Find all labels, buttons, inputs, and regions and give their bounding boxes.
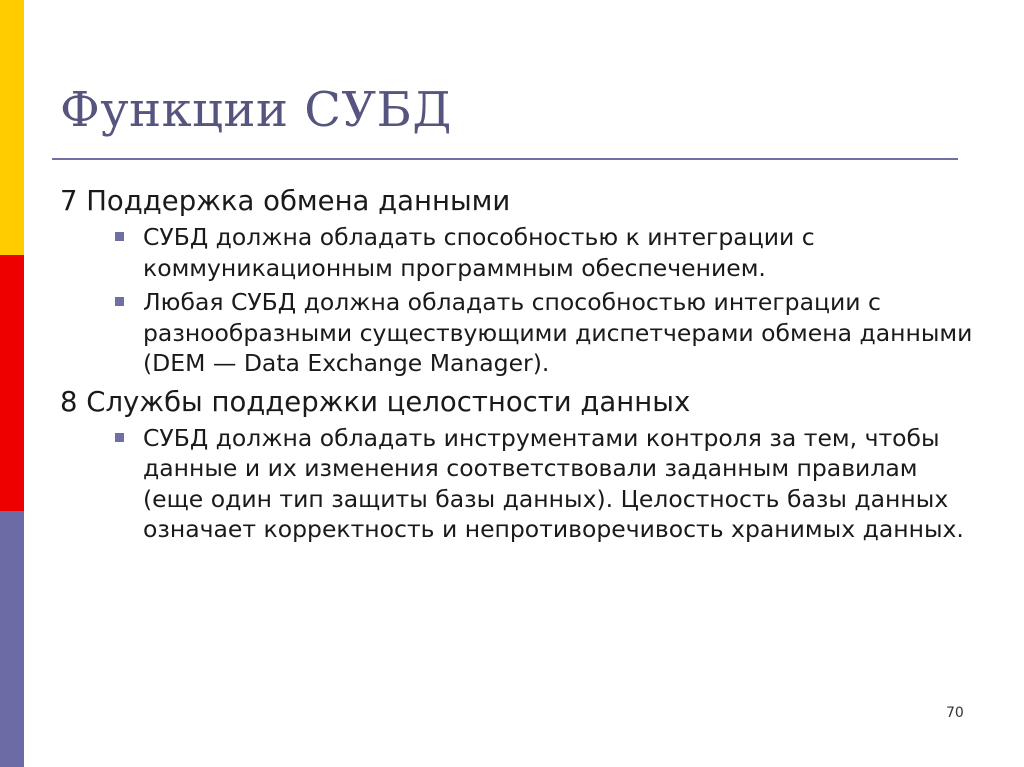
section-heading-data-exchange: 7 Поддержка обмена данными bbox=[60, 185, 511, 217]
side-bar-blue-segment bbox=[0, 511, 24, 767]
section-heading-integrity: 8 Службы поддержки целостности данных bbox=[60, 385, 691, 418]
square-bullet-icon bbox=[115, 297, 124, 306]
side-color-bar bbox=[0, 0, 24, 767]
bullet-text: Любая СУБД должна обладать способностью интеграции с разнообразными существующими диспетчерами обмена данными (DEM — Data Exchange Manager). bbox=[143, 288, 973, 377]
bullet-text: СУБД должна обладать способностью к интеграции с коммуникационным программным обеспечением. bbox=[143, 223, 815, 282]
bullet-item bbox=[60, 423, 980, 545]
bullet-item bbox=[60, 287, 980, 379]
page-number: 70 bbox=[946, 705, 964, 721]
slide-content bbox=[60, 180, 980, 551]
square-bullet-icon bbox=[115, 232, 124, 241]
side-bar-red-segment bbox=[0, 255, 24, 511]
slide-title: Функции СУБД bbox=[60, 82, 452, 138]
bullet-item bbox=[60, 222, 980, 283]
side-bar-yellow-segment bbox=[0, 0, 24, 255]
bullet-text: СУБД должна обладать инструментами контроля за тем, чтобы данные и их изменения соответствовали заданным правилам (еще один тип защиты базы данных). Целостность базы данных означает корректность и непротиворечивость хранимых данных. bbox=[143, 423, 964, 543]
title-divider bbox=[52, 158, 958, 160]
section-bullets-data-exchange bbox=[60, 222, 980, 379]
square-bullet-icon bbox=[115, 433, 124, 442]
section-bullets-integrity bbox=[60, 423, 980, 545]
